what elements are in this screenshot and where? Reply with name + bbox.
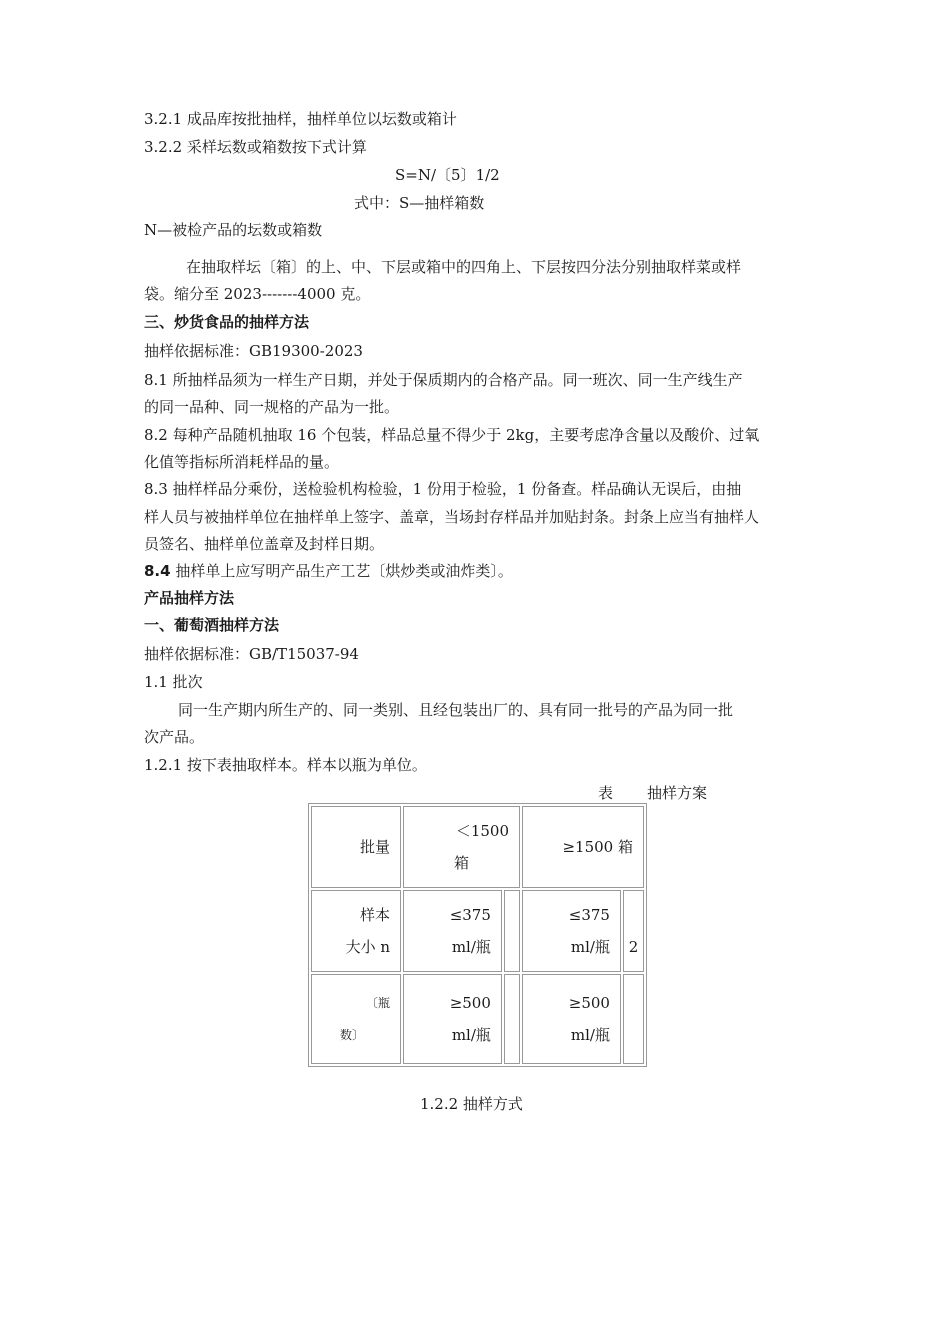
r1c1-b: ml/瓶 xyxy=(451,938,491,956)
r1c2-b: ml/瓶 xyxy=(570,938,610,956)
table-caption-label: 表 xyxy=(598,784,614,802)
batch-label: 批量 xyxy=(311,806,401,888)
paragraph-1-line-1: 在抽取样坛〔箱〕的上、中、下层或箱中的四角上、下层按四分法分别抽取样菜或样 xyxy=(186,258,742,276)
formula: S=N/〔5〕1/2 xyxy=(395,166,500,184)
r2c2-a: ≥500 xyxy=(568,994,610,1012)
section-8-1-line-1: 8.1 所抽样品须为一样生产日期，并处于保质期内的合格产品。同一班次、同一生产线生产 xyxy=(144,371,743,389)
section-8-4 xyxy=(144,561,513,581)
n-definition: N—被检产品的坛数或箱数 xyxy=(144,221,323,239)
section-8-4-number: 8.4 xyxy=(144,562,171,580)
unit-label xyxy=(311,974,401,1064)
section-1-2-2: 1.2.2 抽样方式 xyxy=(420,1095,523,1113)
formula-where: 式中：S—抽样箱数 xyxy=(354,194,485,212)
r2c1 xyxy=(403,974,502,1064)
size-label-a: 样本 xyxy=(359,906,390,924)
r1c3: 2 xyxy=(623,890,644,972)
batch-lt-1500 xyxy=(403,806,520,888)
heading-wine-sampling: 一、葡萄酒抽样方法 xyxy=(144,616,280,634)
table-row-batch xyxy=(311,806,644,888)
unit-label-b: 数〕 xyxy=(340,1028,365,1042)
section-8-2-line-2: 化值等指标所消耗样品的量。 xyxy=(144,453,340,471)
r2c2 xyxy=(522,974,621,1064)
line-3-2-1: 3.2.1 成品库按批抽样，抽样单位以坛数或箱计 xyxy=(144,110,457,128)
section-8-2-line-1: 8.2 每种产品随机抽取 16 个包装，样品总量不得少于 2kg，主要考虑净含量以及酸价、过氧 xyxy=(144,426,760,444)
heading-roasted-food: 三、炒货食品的抽样方法 xyxy=(144,313,310,331)
r1c1-a: ≤375 xyxy=(449,906,491,924)
unit-label-a: 〔瓶 xyxy=(365,996,390,1010)
sampling-table xyxy=(308,803,647,1067)
section-1-2-1: 1.2.1 按下表抽取样本。样本以瓶为单位。 xyxy=(144,756,427,774)
r1-spacer xyxy=(504,890,520,972)
size-label-b: 大小 n xyxy=(345,938,390,956)
r2c1-a: ≥500 xyxy=(449,994,491,1012)
section-1-1: 1.1 批次 xyxy=(144,673,203,691)
r2-spacer xyxy=(504,974,520,1064)
paragraph-2-line-1: 同一生产期内所生产的、同一类别、且经包装出厂的、具有同一批号的产品为同一批 xyxy=(178,701,734,719)
section-8-4-text: 抽样单上应写明产品生产工艺〔烘炒类或油炸类〕。 xyxy=(170,562,513,580)
paragraph-1-line-2: 袋。缩分至 2023-------4000 克。 xyxy=(144,285,371,303)
batch-ge-1500: ≥1500 箱 xyxy=(522,806,644,888)
r2c1-b: ml/瓶 xyxy=(451,1026,491,1044)
section-8-3-line-3: 员签名、抽样单位盖章及封样日期。 xyxy=(144,535,385,553)
standard-1: 抽样依据标准：GB19300-2023 xyxy=(144,342,363,360)
section-8-3-line-1: 8.3 抽样样品分乘份，送检验机构检验，1 份用于检验，1 份备查。样品确认无误后，由抽 xyxy=(144,480,742,498)
r2c3 xyxy=(623,974,644,1064)
heading-product-sampling: 产品抽样方法 xyxy=(144,589,235,607)
table-row-size-375 xyxy=(311,890,644,972)
line-3-2-2: 3.2.2 采样坛数或箱数按下式计算 xyxy=(144,138,367,156)
r1c2 xyxy=(522,890,621,972)
r2c2-b: ml/瓶 xyxy=(570,1026,610,1044)
batch-lt-1500-b: 箱 xyxy=(454,854,470,872)
standard-2: 抽样依据标准：GB/T15037-94 xyxy=(144,645,359,663)
r1c2-a: ≤375 xyxy=(568,906,610,924)
batch-lt-1500-a: ＜1500 xyxy=(455,822,509,840)
section-8-1-line-2: 的同一品种、同一规格的产品为一批。 xyxy=(144,398,400,416)
table-caption-title: 抽样方案 xyxy=(647,784,708,802)
table-row-size-500 xyxy=(311,974,644,1064)
size-label xyxy=(311,890,401,972)
section-8-3-line-2: 样人员与被抽样单位在抽样单上签字、盖章，当场封存样品并加贴封条。封条上应当有抽样人 xyxy=(144,508,760,526)
r1c1 xyxy=(403,890,502,972)
paragraph-2-line-2: 次产品。 xyxy=(144,728,205,746)
